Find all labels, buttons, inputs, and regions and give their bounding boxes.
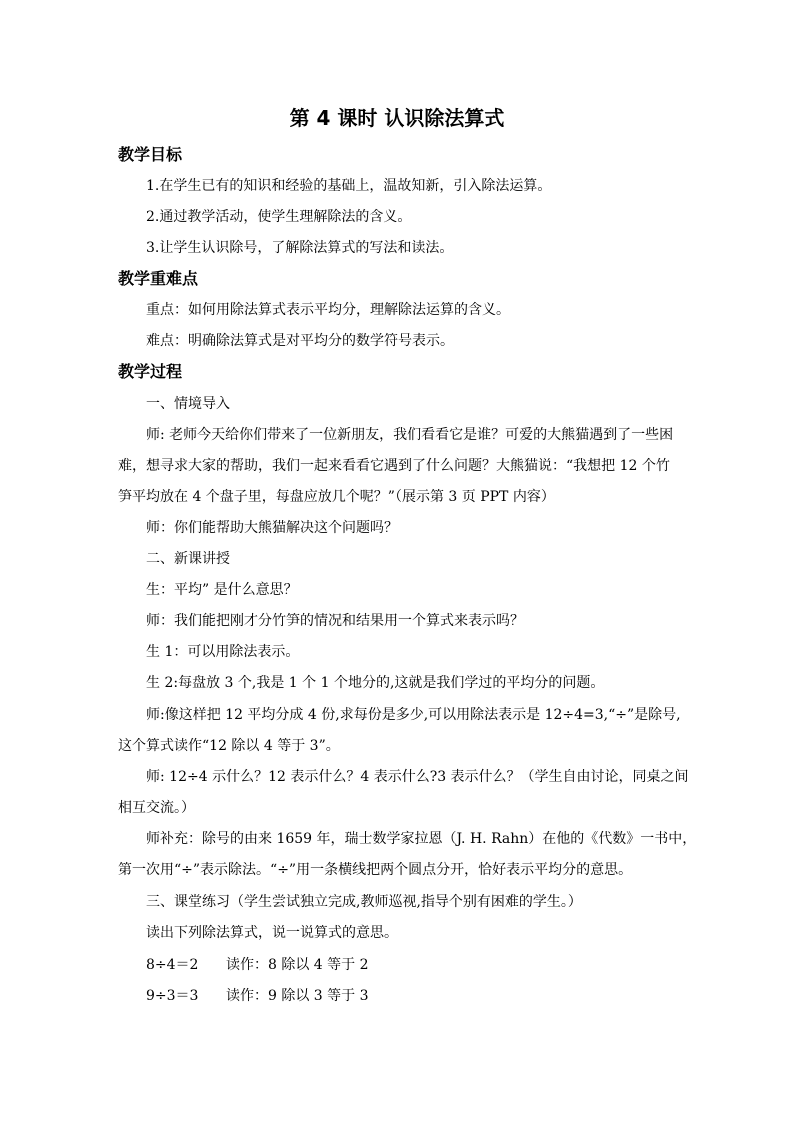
process-line-18: 读出下列除法算式，说一说算式的意思。 — [146, 925, 398, 941]
process-line-17: 三、课堂练习（学生尝试独立完成,教师巡视,指导个别有困难的学生。） — [146, 894, 582, 910]
process-line-14: 相互交流。） — [118, 800, 195, 816]
process-line-12: 这个算式读作“12 除以 4 等于 3”。 — [118, 738, 340, 754]
heading-goals: 教学目标 — [118, 145, 183, 164]
process-line-16: 第一次用“÷”表示除法。“÷”用一条横线把两个圆点分开，恰好表示平均分的意思。 — [118, 862, 633, 878]
goal-item-1: 1.在学生已有的知识和经验的基础上，温故知新，引入除法运算。 — [146, 178, 552, 194]
keypoint-item-1: 重点：如何用除法算式表示平均分，理解除法运算的含义。 — [146, 302, 510, 318]
process-line-1: 一、情境导入 — [146, 396, 230, 412]
exercise-expression: 9÷3＝3 — [146, 988, 199, 1004]
process-line-3: 难，想寻求大家的帮助，我们一起来看看它遇到了什么问题？大熊猫说：“我想把 12 个竹 — [118, 458, 670, 474]
exercise-row-2 — [146, 986, 369, 1006]
exercise-reading: 读作：8 除以 4 等于 2 — [226, 957, 369, 973]
process-line-8: 师：我们能把刚才分竹笋的情况和结果用一个算式来表示吗？ — [146, 613, 524, 629]
lesson-title: 第 4 课时 认识除法算式 — [289, 106, 505, 130]
process-line-13: 师: 12÷4 示什么？12 表示什么？4 表示什么?3 表示什么？（学生自由讨论，同桌之间 — [146, 769, 689, 785]
process-line-11: 师:像这样把 12 平均分成 4 份,求每份是多少,可以用除法表示是 12÷4=3,“÷”是除号, — [146, 707, 681, 723]
process-line-7: 生：平均” 是什么意思？ — [146, 582, 298, 598]
process-line-5: 师：你们能帮助大熊猫解决这个问题吗？ — [146, 520, 398, 536]
process-line-15: 师补充：除号的由来 1659 年，瑞士数学家拉恩（J. H. Rahn）在他的《代数》一书中， — [146, 831, 697, 847]
goal-item-3: 3.让学生认识除号，了解除法算式的写法和读法。 — [146, 240, 454, 256]
process-line-6: 二、新课讲授 — [146, 551, 230, 567]
exercise-row-1 — [146, 955, 369, 975]
keypoint-item-2: 难点：明确除法算式是对平均分的数学符号表示。 — [146, 333, 454, 349]
goal-item-2: 2.通过教学活动，使学生理解除法的含义。 — [146, 209, 412, 225]
heading-process: 教学过程 — [118, 362, 183, 381]
exercise-reading: 读作：9 除以 3 等于 3 — [226, 988, 369, 1004]
process-line-4: 笋平均放在 4 个盘子里，每盘应放几个呢？”（展示第 3 页 PPT 内容） — [118, 489, 555, 505]
process-line-2: 师: 老师今天给你们带来了一位新朋友，我们看看它是谁？可爱的大熊猫遇到了一些困 — [146, 427, 674, 443]
exercise-expression: 8÷4＝2 — [146, 957, 199, 973]
process-line-10: 生 2:每盘放 3 个,我是 1 个 1 个地分的,这就是我们学过的平均分的问题。 — [146, 675, 605, 691]
process-line-9: 生 1：可以用除法表示。 — [146, 644, 300, 660]
heading-keypoints: 教学重难点 — [118, 269, 199, 288]
